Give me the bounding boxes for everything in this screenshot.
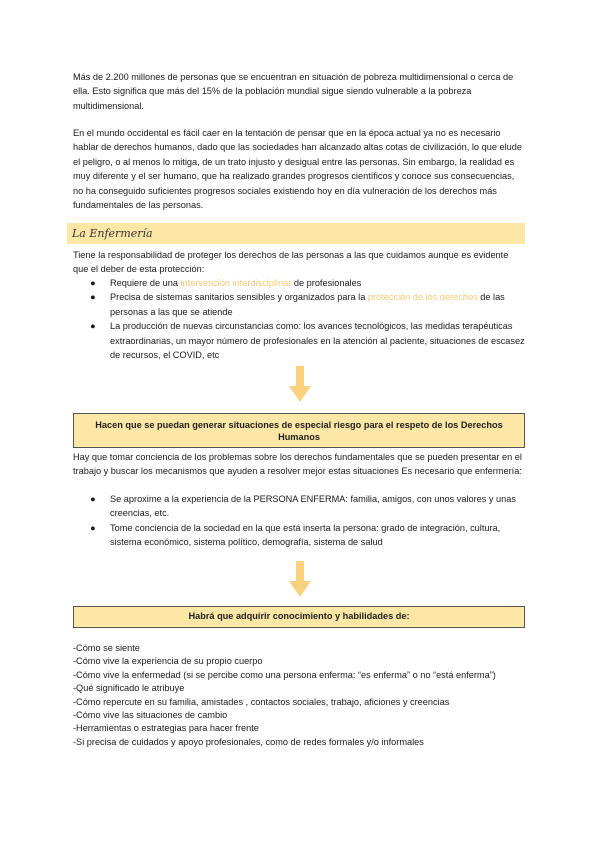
risk-callout: Hacen que se puedan generar situaciones de especial riesgo para el respeto de los Derechos Humanos bbox=[73, 413, 525, 448]
section-lead: Tiene la responsabilidad de proteger los derechos de las personas a las que cuidamos aunque es evidente que el deber de esta protección: bbox=[73, 250, 509, 275]
bullet-dot-icon: ● bbox=[90, 522, 96, 533]
nursing-list bbox=[88, 492, 528, 550]
highlight-text: protección de los derechos bbox=[367, 292, 478, 303]
list-item: -Cómo vive la enfermedad (si se percibe como una persona enferma: “es enferma” o no “está enferma”) bbox=[73, 669, 496, 680]
list-item: ● Precisa de sistemas sanitarios sensibles y organizados para la protección de los derechos de las personas a las que se atiende bbox=[90, 292, 505, 317]
skills-callout: Habrá que adquirir conocimiento y habilidades de: bbox=[73, 606, 525, 628]
intro-paragraph-2: En el mundo occidental es fácil caer en la tentación de pensar que en la época actual ya no es necesario hablar de derechos humanos, dado que las sociedades han alcanzado altas cotas de civilización, lo que elude el peligro, o al menos lo mitiga, de un trato injusto y desigual entre las personas. Sin embargo, la realidad es muy diferente y el ser humano, que ha realizado grandes progresos científicos y conoce sus consecuencias, no ha conseguido suficientes progresos sociales existiendo hoy en día vulneración de los derechos más fundamentales de las personas. bbox=[73, 128, 522, 211]
list-item: ● Tome conciencia de la sociedad en la que está inserta la persona: grado de integración, cultura, sistema económico, sistema político, demografía, sistema de salud bbox=[90, 522, 501, 548]
bullet-dot-icon: ● bbox=[90, 321, 96, 332]
list-item: -Si precisa de cuidados y apoyo profesionales, como de redes formales y/o informales bbox=[73, 736, 424, 747]
arrow-down-icon bbox=[289, 366, 311, 402]
responsibility-list bbox=[88, 276, 528, 362]
skills-list bbox=[73, 642, 525, 749]
list-item: -Cómo vive la experiencia de su propio cuerpo bbox=[73, 656, 263, 667]
list-item: -Herramientas o estrategias para hacer frente bbox=[73, 723, 259, 734]
intro-paragraph-1: Más de 2.200 millones de personas que se encuentran en situación de pobreza multidimensional o cerca de ella. Esto significa que más del 15% de la población mundial sigue siendo vulnerable a la pobreza multidimensional. bbox=[73, 72, 514, 111]
bullet-dot-icon: ● bbox=[90, 292, 96, 303]
section-heading: La Enfermería bbox=[67, 223, 525, 244]
bullet-dot-icon: ● bbox=[90, 494, 96, 504]
highlight-text: intervención interdisciplinar bbox=[180, 278, 292, 288]
list-item: ● Se aproxime a la experiencia de la PERSONA ENFERMA: familia, amigos, con unos valores y unas creencias, etc. bbox=[90, 494, 516, 519]
list-item: -Qué significado le atribuye bbox=[73, 683, 185, 694]
bullet-dot-icon: ● bbox=[90, 278, 96, 288]
list-item: -Cómo repercute en su familia, amistades , contactos sociales, trabajo, aficiones y creencias bbox=[73, 696, 450, 707]
list-item: -Cómo vive las situaciones de cambio bbox=[73, 710, 228, 721]
list-item: -Cómo se siente bbox=[73, 643, 140, 653]
arrow-down-icon bbox=[289, 561, 311, 597]
awareness-paragraph: Hay que tomar conciencia de los problemas sobre los derechos fundamentales que se pueden presentar en el trabajo y buscar los mecanismos que ayuden a resolver mejor estas situaciones Es necesario que enfermería: bbox=[73, 452, 522, 477]
list-item: ● La producción de nuevas circunstancias como: los avances tecnológicos, las medidas terapéuticas extraordinarias, un mayor número de profesionales en la atención al paciente, situaciones de escasez de recursos, el COVID, etc bbox=[90, 321, 525, 361]
list-item: ● Requiere de una intervención interdisciplinar de profesionales bbox=[88, 276, 528, 290]
